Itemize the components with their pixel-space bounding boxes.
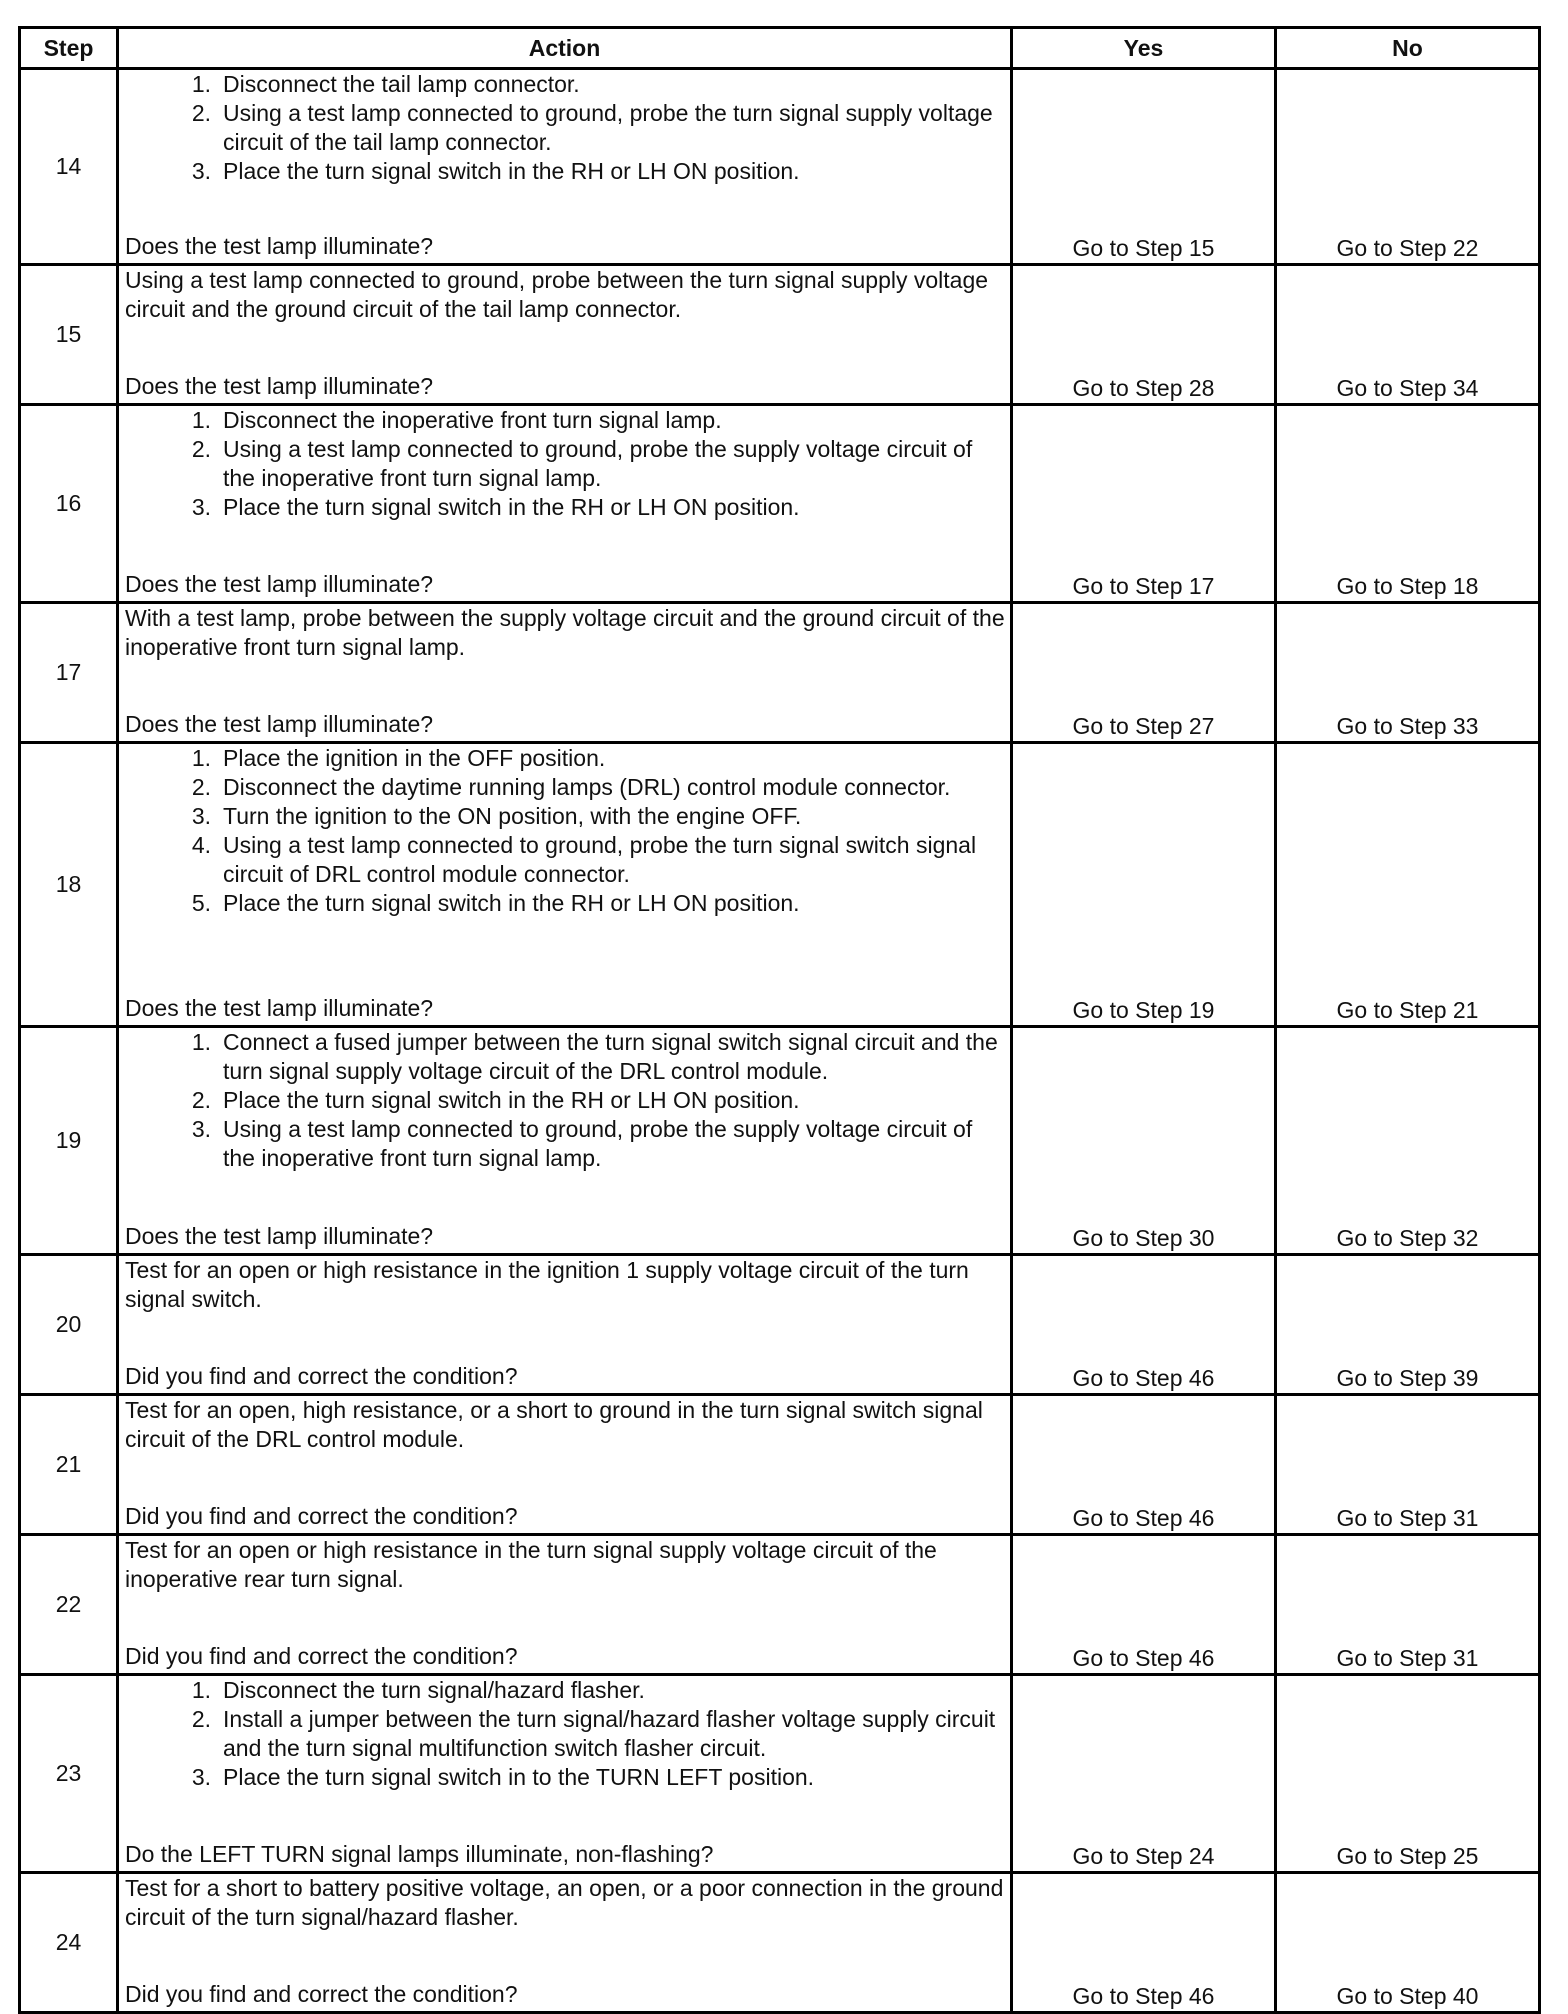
action-list-item	[125, 1763, 1006, 1792]
step-number: 16	[20, 405, 118, 603]
action-cell	[118, 1027, 1012, 1255]
action-list-item	[125, 157, 1006, 186]
yes-result: Go to Step 46	[1012, 1535, 1276, 1675]
action-list-item	[125, 773, 1006, 802]
action-list-item	[125, 1028, 1006, 1086]
list-item-text: Disconnect the tail lamp connector.	[223, 71, 580, 97]
no-result: Go to Step 21	[1276, 743, 1540, 1027]
action-cell	[118, 265, 1012, 405]
list-item-text: Place the turn signal switch in to the TURN LEFT position.	[223, 1764, 815, 1790]
list-item-text: Place the turn signal switch in the RH or LH ON position.	[223, 158, 800, 184]
action-list-item	[125, 435, 1006, 493]
no-result: Go to Step 22	[1276, 69, 1540, 265]
action-text: Using a test lamp connected to ground, probe between the turn signal supply voltage circuit and the ground circuit of the tail lamp connector.	[125, 267, 989, 322]
action-list-item	[125, 70, 1006, 99]
list-item-text: Disconnect the turn signal/hazard flasher.	[223, 1677, 645, 1703]
table-row	[20, 1675, 1540, 1873]
action-text: Test for an open, high resistance, or a short to ground in the turn signal switch signal circuit of the DRL control module.	[125, 1397, 983, 1452]
action-question: Do the LEFT TURN signal lamps illuminate, non-flashing?	[125, 1841, 714, 1867]
yes-result: Go to Step 28	[1012, 265, 1276, 405]
step-number: 19	[20, 1027, 118, 1255]
list-item-number: 1.	[191, 745, 211, 771]
step-number: 20	[20, 1255, 118, 1395]
action-list-item	[125, 1705, 1006, 1763]
action-cell	[118, 405, 1012, 603]
table-row	[20, 69, 1540, 265]
list-item-text: Using a test lamp connected to ground, probe the supply voltage circuit of the inoperative front turn signal lamp.	[223, 436, 973, 491]
action-cell	[118, 1535, 1012, 1675]
list-item-number: 4.	[191, 832, 211, 858]
action-question: Does the test lamp illuminate?	[125, 373, 434, 399]
step-number: 17	[20, 603, 118, 743]
no-result: Go to Step 40	[1276, 1873, 1540, 2013]
no-result: Go to Step 32	[1276, 1027, 1540, 1255]
step-number: 24	[20, 1873, 118, 2013]
table-row	[20, 1535, 1540, 1675]
list-item-text: Using a test lamp connected to ground, probe the supply voltage circuit of the inoperative front turn signal lamp.	[223, 1116, 973, 1171]
action-question: Does the test lamp illuminate?	[125, 711, 434, 737]
action-list-item	[125, 406, 1006, 435]
list-item-number: 2.	[191, 1706, 211, 1732]
list-item-text: Place the turn signal switch in the RH or LH ON position.	[223, 1087, 800, 1113]
list-item-number: 3.	[191, 158, 211, 184]
list-item-number: 3.	[191, 1764, 211, 1790]
list-item-number: 2.	[191, 436, 211, 462]
table-row	[20, 743, 1540, 1027]
action-list-item	[125, 493, 1006, 522]
yes-result: Go to Step 46	[1012, 1395, 1276, 1535]
action-question: Does the test lamp illuminate?	[125, 995, 434, 1021]
list-item-text: Place the ignition in the OFF position.	[223, 745, 606, 771]
step-number: 15	[20, 265, 118, 405]
list-item-number: 3.	[191, 494, 211, 520]
yes-result: Go to Step 46	[1012, 1255, 1276, 1395]
action-text: Test for an open or high resistance in the ignition 1 supply voltage circuit of the turn signal switch.	[125, 1257, 969, 1312]
yes-result: Go to Step 24	[1012, 1675, 1276, 1873]
action-list-item	[125, 99, 1006, 157]
yes-result: Go to Step 15	[1012, 69, 1276, 265]
step-number: 21	[20, 1395, 118, 1535]
list-item-number: 2.	[191, 774, 211, 800]
list-item-number: 2.	[191, 1087, 211, 1113]
action-list-item	[125, 831, 1006, 889]
step-number: 22	[20, 1535, 118, 1675]
yes-result: Go to Step 19	[1012, 743, 1276, 1027]
no-result: Go to Step 33	[1276, 603, 1540, 743]
table-row	[20, 1027, 1540, 1255]
action-list-item	[125, 1115, 1006, 1173]
action-question: Did you find and correct the condition?	[125, 1643, 518, 1669]
header-action: Action	[118, 28, 1012, 69]
action-question: Did you find and correct the condition?	[125, 1981, 518, 2007]
action-cell	[118, 743, 1012, 1027]
no-result: Go to Step 31	[1276, 1395, 1540, 1535]
action-cell	[118, 603, 1012, 743]
header-row	[20, 28, 1540, 69]
list-item-number: 1.	[191, 71, 211, 97]
table-row	[20, 265, 1540, 405]
list-item-text: Install a jumper between the turn signal/hazard flasher voltage supply circuit and the turn signal multifunction switch flasher circuit.	[223, 1706, 996, 1761]
yes-result: Go to Step 30	[1012, 1027, 1276, 1255]
no-result: Go to Step 25	[1276, 1675, 1540, 1873]
yes-result: Go to Step 27	[1012, 603, 1276, 743]
list-item-text: Turn the ignition to the ON position, with the engine OFF.	[223, 803, 802, 829]
step-number: 14	[20, 69, 118, 265]
list-item-number: 3.	[191, 803, 211, 829]
list-item-text: Connect a fused jumper between the turn signal switch signal circuit and the turn signal supply voltage circuit of the DRL control module.	[223, 1029, 998, 1084]
step-number: 18	[20, 743, 118, 1027]
list-item-text: Using a test lamp connected to ground, probe the turn signal switch signal circuit of DRL control module connector.	[223, 832, 977, 887]
no-result: Go to Step 34	[1276, 265, 1540, 405]
no-result: Go to Step 18	[1276, 405, 1540, 603]
list-item-text: Disconnect the inoperative front turn signal lamp.	[223, 407, 722, 433]
table-row	[20, 603, 1540, 743]
action-list-item	[125, 889, 1006, 918]
table-row	[20, 1873, 1540, 2013]
action-question: Did you find and correct the condition?	[125, 1363, 518, 1389]
yes-result: Go to Step 17	[1012, 405, 1276, 603]
action-list-item	[125, 1086, 1006, 1115]
action-question: Does the test lamp illuminate?	[125, 571, 434, 597]
no-result: Go to Step 39	[1276, 1255, 1540, 1395]
no-result: Go to Step 31	[1276, 1535, 1540, 1675]
table-row	[20, 405, 1540, 603]
action-question: Did you find and correct the condition?	[125, 1503, 518, 1529]
action-cell	[118, 1255, 1012, 1395]
action-text: Test for a short to battery positive voltage, an open, or a poor connection in the ground circuit of the turn signal/hazard flasher.	[125, 1875, 1004, 1930]
list-item-text: Disconnect the daytime running lamps (DRL) control module connector.	[223, 774, 951, 800]
diagnostic-table	[18, 26, 1541, 2014]
header-yes: Yes	[1012, 28, 1276, 69]
table-row	[20, 1395, 1540, 1535]
list-item-text: Place the turn signal switch in the RH or LH ON position.	[223, 890, 800, 916]
header-step: Step	[20, 28, 118, 69]
action-question: Does the test lamp illuminate?	[125, 1223, 434, 1249]
list-item-number: 5.	[191, 890, 211, 916]
action-list-item	[125, 802, 1006, 831]
action-cell	[118, 1873, 1012, 2013]
header-no: No	[1276, 28, 1540, 69]
action-text: Test for an open or high resistance in the turn signal supply voltage circuit of the inoperative rear turn signal.	[125, 1537, 937, 1592]
yes-result: Go to Step 46	[1012, 1873, 1276, 2013]
list-item-text: Using a test lamp connected to ground, probe the turn signal supply voltage circuit of the tail lamp connector.	[223, 100, 993, 155]
list-item-number: 3.	[191, 1116, 211, 1142]
action-cell	[118, 1675, 1012, 1873]
list-item-number: 1.	[191, 407, 211, 433]
action-text: With a test lamp, probe between the supply voltage circuit and the ground circuit of the inoperative front turn signal lamp.	[125, 605, 1005, 660]
list-item-number: 1.	[191, 1677, 211, 1703]
action-list-item	[125, 744, 1006, 773]
list-item-number: 1.	[191, 1029, 211, 1055]
action-list-item	[125, 1676, 1006, 1705]
action-cell	[118, 1395, 1012, 1535]
list-item-text: Place the turn signal switch in the RH or LH ON position.	[223, 494, 800, 520]
list-item-number: 2.	[191, 100, 211, 126]
action-question: Does the test lamp illuminate?	[125, 233, 434, 259]
step-number: 23	[20, 1675, 118, 1873]
table-row	[20, 1255, 1540, 1395]
action-cell	[118, 69, 1012, 265]
